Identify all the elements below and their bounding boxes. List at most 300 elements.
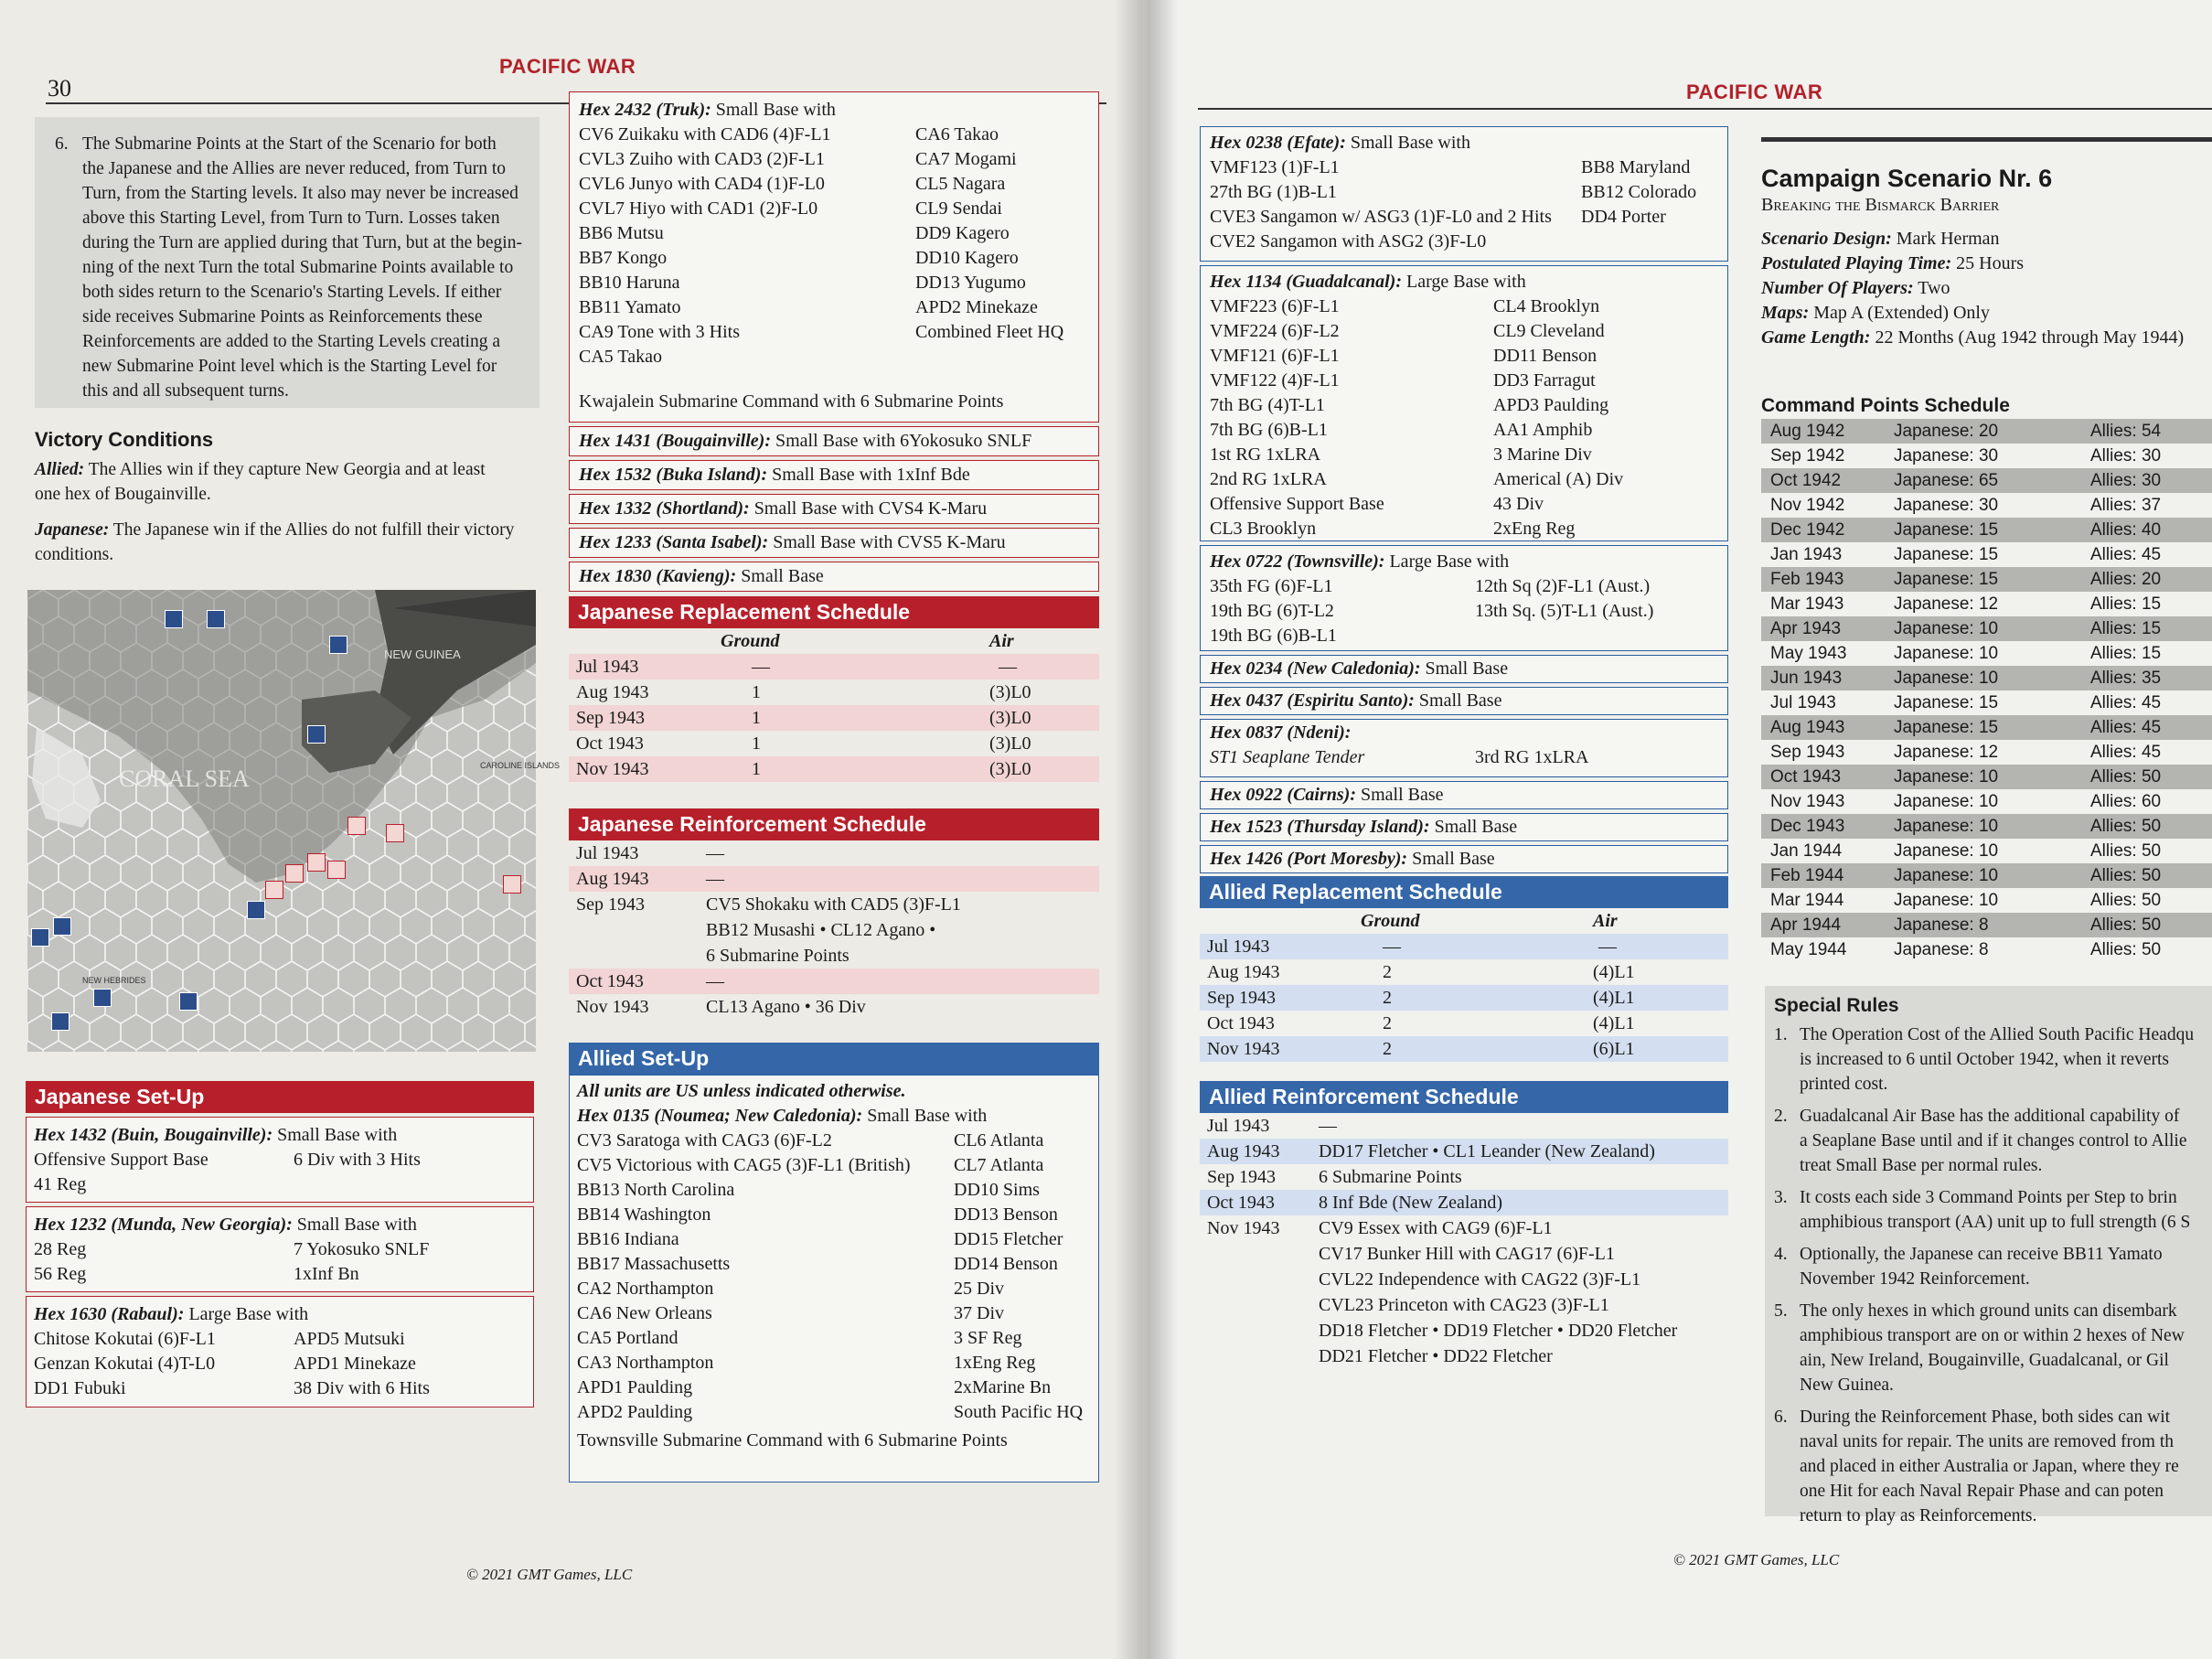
cp-cell: Japanese: 30 (1894, 496, 1999, 515)
schedule-row (1200, 1190, 1728, 1215)
rule-line: amphibious transport (AA) unit up to full strength (6 S (1800, 1213, 2191, 1232)
victory-allied (35, 457, 543, 507)
hex-label: Hex 0722 (Townsville): (1210, 551, 1385, 572)
allied-unit-marker (93, 989, 112, 1007)
cp-cell: Japanese: 10 (1894, 669, 1999, 688)
unit: AA1 Amphib (1493, 420, 1593, 440)
rule-line: During the Reinforcement Phase, both sides can wit (1800, 1407, 2171, 1427)
small-base-row (1200, 687, 1728, 715)
unit: South Pacific HQ (954, 1402, 1084, 1422)
unit: 41 Reg (34, 1174, 87, 1194)
unit: 7 Yokosuko SNLF (294, 1239, 430, 1259)
hex-desc: Small Base (1418, 690, 1502, 711)
unit: APD2 Minekaze (915, 297, 1038, 317)
allied-unit-marker (179, 992, 198, 1011)
cp-cell: Feb 1943 (1770, 570, 1844, 589)
unit: CVL6 Junyo with CAD4 (1)F-L0 (579, 174, 825, 194)
cp-cell: Japanese: 12 (1894, 594, 1999, 614)
unit: DD15 Fletcher (954, 1229, 1063, 1249)
rule-line: return to play as Reinforcements. (1800, 1506, 2037, 1525)
month: Nov 1943 (576, 997, 649, 1017)
schedule-row (569, 840, 1099, 866)
rule-line: both sides return to the Scenario's Starting Levels. If either (82, 283, 502, 302)
units: 6 Submarine Points (706, 946, 850, 966)
japanese-setup-title: Japanese Set-Up (26, 1081, 534, 1113)
month: Oct 1943 (1207, 1193, 1275, 1213)
cp-cell: Apr 1943 (1770, 619, 1842, 638)
unit: 19th BG (6)T-L2 (1210, 601, 1334, 621)
unit: Combined Fleet HQ (915, 322, 1064, 342)
cp-cell: Feb 1944 (1770, 866, 1844, 885)
cp-cell: Allies: 50 (2090, 915, 2162, 935)
unit: CL9 Cleveland (1493, 321, 1605, 341)
month: Oct 1943 (576, 971, 644, 991)
hex-desc: Small Base (1361, 785, 1444, 805)
air: (6)L1 (1593, 1039, 1635, 1059)
units: CVL22 Independence with CAG22 (3)F-L1 (1319, 1269, 1641, 1290)
hex-label: Hex 0922 (Cairns): (1210, 785, 1356, 805)
cp-cell: Japanese: 10 (1894, 619, 1999, 638)
special-rule-item (1774, 1242, 2212, 1291)
cp-cell: May 1944 (1770, 940, 1847, 959)
map-label: CAROLINE ISLANDS (480, 761, 561, 770)
schedule-row (569, 994, 1099, 1020)
rule-line: and placed in either Australia or Japan, where they re (1800, 1457, 2179, 1476)
small-base-row (1200, 655, 1728, 683)
meta-value: Map A (Extended) Only (1813, 303, 1990, 323)
unit: DD1 Fubuki (34, 1378, 126, 1398)
small-base-row (569, 426, 1099, 456)
hex-label: Hex 1630 (Rabaul): (34, 1304, 185, 1324)
rule-line: new Submarine Point level which is the Starting Level for (82, 357, 497, 376)
command-points-row (1761, 715, 2212, 740)
allied-reinforcement-title: Allied Reinforcement Schedule (1200, 1081, 1728, 1113)
command-points-row (1761, 690, 2212, 715)
allied-unit-marker (53, 917, 71, 936)
campaign-title: Campaign Scenario Nr. 6 (1761, 165, 2053, 192)
japanese-unit-marker (386, 824, 404, 842)
unit: CL7 Atlanta (954, 1155, 1044, 1175)
units: CVL23 Princeton with CAG23 (3)F-L1 (1319, 1295, 1609, 1315)
small-base-row (1200, 845, 1728, 873)
unit: CVL7 Hiyo with CAD1 (2)F-L0 (579, 198, 818, 219)
unit: CV3 Saratoga with CAG3 (6)F-L2 (577, 1130, 832, 1151)
hex-label: Hex 0135 (Noumea; New Caledonia): (577, 1106, 863, 1126)
allied-unit-marker (51, 1012, 69, 1031)
setup-block-buin (26, 1117, 534, 1203)
hex-desc: Small Base with (296, 1215, 417, 1235)
meta-label: Scenario Design: (1761, 229, 1892, 249)
guadalcanal-right-units (1493, 294, 1623, 541)
hex-desc: Small Base (1434, 817, 1518, 837)
month: Aug 1943 (1207, 1141, 1280, 1161)
air: (3)L0 (989, 759, 1031, 779)
cp-cell: Allies: 60 (2090, 792, 2162, 811)
small-base-row (1200, 813, 1728, 841)
cp-cell: Japanese: 8 (1894, 940, 1989, 959)
ground: 1 (752, 733, 761, 754)
cp-cell: Japanese: 10 (1894, 817, 1999, 836)
schedule-row (569, 680, 1099, 705)
special-rule-item (1774, 1022, 2212, 1097)
meta-label: Postulated Playing Time: (1761, 253, 1952, 273)
meta-value: Two (1918, 278, 1950, 298)
command-points-row (1761, 493, 2212, 518)
japanese-small-bases (569, 426, 1099, 592)
units: CV5 Shokaku with CAD5 (3)F-L1 (706, 894, 961, 915)
efate-right-units (1581, 155, 1696, 230)
schedule-row (1200, 985, 1728, 1011)
ground: — (1383, 937, 1401, 957)
victory-heading: Victory Conditions (35, 428, 214, 451)
rule-line: ain, New Ireland, Bougainville, Guadalcanal, or Gil (1800, 1351, 2169, 1370)
unit: 19th BG (6)B-L1 (1210, 626, 1337, 646)
hex-desc: Small Base with 6Yokosuko SNLF (775, 431, 1032, 451)
month: Sep 1943 (576, 708, 645, 728)
units: BB12 Musashi • CL12 Agano • (706, 920, 936, 940)
unit: ST1 Seaplane Tender (1210, 747, 1365, 767)
cp-cell: Allies: 45 (2090, 743, 2162, 762)
meta-value: Mark Herman (1896, 229, 2000, 249)
hex-label: Hex 1232 (Munda, New Georgia): (34, 1215, 293, 1235)
unit: 43 Div (1493, 494, 1544, 514)
hex-desc: Small Base with (867, 1106, 988, 1126)
rule-line: The only hexes in which ground units can disembark (1800, 1301, 2177, 1321)
noumea-block (569, 1075, 1099, 1482)
cp-cell: Jun 1943 (1770, 669, 1843, 688)
rule-line: The Operation Cost of the Allied South Pacific Headqu (1800, 1025, 2195, 1044)
cp-cell: Dec 1942 (1770, 520, 1845, 540)
hex-desc: Large Base with (1406, 272, 1526, 292)
campaign-header (1761, 165, 2212, 350)
air: — (999, 657, 1017, 677)
hex-label: Hex 0837 (Ndeni): (1210, 722, 1352, 743)
unit: 1xInf Bn (294, 1264, 359, 1284)
ndeni-block (1200, 719, 1728, 777)
units: DD21 Fletcher • DD22 Fletcher (1319, 1346, 1553, 1366)
special-rules-title: Special Rules (1774, 995, 1899, 1016)
allied-unit-marker (329, 636, 347, 654)
allied-unit-marker (165, 610, 183, 628)
cp-cell: Japanese: 10 (1894, 841, 1999, 861)
truk-footer: Kwajalein Submarine Command with 6 Submarine Points (579, 391, 1004, 412)
schedule-header (569, 628, 1099, 654)
rule-number: 5. (1774, 1301, 1788, 1321)
units: — (706, 843, 724, 863)
hex-label: Hex 1431 (Bougainville): (579, 431, 771, 451)
unit: APD1 Minekaze (294, 1354, 416, 1374)
small-base-row (569, 528, 1099, 558)
unit: 3 SF Reg (954, 1328, 1022, 1348)
schedule-row (569, 731, 1099, 756)
cp-cell: Allies: 50 (2090, 866, 2162, 885)
cp-cell: Allies: 40 (2090, 520, 2162, 540)
unit: DD13 Benson (954, 1204, 1058, 1225)
cp-cell: Japanese: 15 (1894, 545, 1999, 564)
rule-line: The Submarine Points at the Start of the Scenario for both (82, 134, 497, 154)
cp-cell: Nov 1943 (1770, 792, 1845, 811)
rule-line: the Japanese and the Allies are never reduced, from Turn to (82, 159, 506, 178)
cp-cell: Allies: 30 (2090, 446, 2162, 466)
unit: BB8 Maryland (1581, 157, 1691, 177)
hex-desc: Small Base with CVS5 K-Maru (773, 532, 1006, 552)
units: CV9 Essex with CAG9 (6)F-L1 (1319, 1218, 1553, 1238)
hex-desc: Small Base (741, 566, 824, 586)
allied-text: one hex of Bougainville. (35, 485, 211, 504)
unit: BB13 North Carolina (577, 1180, 735, 1200)
schedule-row (1200, 1139, 1728, 1164)
schedule-header (1200, 908, 1728, 934)
japanese-replacement-schedule (569, 596, 1099, 782)
cp-cell: Japanese: 12 (1894, 743, 1999, 762)
copyright-footer: © 2021 GMT Games, LLC (1673, 1551, 1840, 1568)
allied-label: Allied: (35, 460, 85, 479)
japanese-unit-marker (347, 817, 366, 835)
noumea-footer: Townsville Submarine Command with 6 Submarine Points (577, 1430, 1008, 1450)
hex-label: Hex 1432 (Buin, Bougainville): (34, 1125, 273, 1145)
month: Sep 1943 (576, 894, 645, 915)
cp-cell: Allies: 45 (2090, 693, 2162, 712)
allied-replacement-title: Allied Replacement Schedule (1200, 876, 1728, 908)
victory-japanese (35, 518, 543, 567)
month: Oct 1943 (1207, 1013, 1275, 1033)
schedule-row (1200, 1113, 1728, 1139)
unit: Americal (A) Div (1493, 469, 1624, 489)
command-points-row (1761, 616, 2212, 641)
rule-number: 3. (1774, 1188, 1788, 1207)
cp-cell: Japanese: 15 (1894, 520, 1999, 540)
campaign-rule (1761, 137, 2212, 142)
submarine-rule (49, 132, 525, 403)
submarine-rule-box (35, 117, 540, 408)
command-points-row (1761, 567, 2212, 592)
special-rules-box (1765, 986, 2212, 1525)
hex-label: Hex 2432 (Truk): (579, 100, 711, 120)
header-rule (1198, 108, 2212, 110)
air: (4)L1 (1593, 1013, 1635, 1033)
cp-cell: Japanese: 10 (1894, 792, 1999, 811)
command-points-row (1761, 789, 2212, 814)
unit: BB6 Mutsu (579, 223, 664, 243)
noumea-left-units (577, 1129, 911, 1425)
rule-line: Guadalcanal Air Base has the additional capability of (1800, 1107, 2180, 1126)
japanese-label: Japanese: (35, 520, 110, 540)
jp-replacement-title: Japanese Replacement Schedule (569, 596, 1099, 628)
rule-line: treat Small Base per normal rules. (1800, 1156, 2043, 1175)
command-points-row (1761, 740, 2212, 765)
cp-cell: Allies: 50 (2090, 841, 2162, 861)
air: — (1598, 937, 1617, 957)
command-points-row (1761, 863, 2212, 888)
special-rule-item (1774, 1405, 2212, 1528)
unit: 1xEng Reg (954, 1353, 1036, 1373)
cp-cell: Nov 1942 (1770, 496, 1845, 515)
japanese-unit-marker (503, 875, 521, 894)
unit: Chitose Kokutai (6)F-L1 (34, 1329, 216, 1349)
cp-cell: Allies: 54 (2090, 422, 2162, 441)
schedule-row (1200, 934, 1728, 959)
map-graphic (27, 590, 561, 1052)
truk-right-units (915, 123, 1063, 345)
unit: BB17 Massachusetts (577, 1254, 731, 1274)
unit: 28 Reg (34, 1239, 87, 1259)
cp-cell: Allies: 15 (2090, 644, 2162, 663)
hex-desc: Large Base with (1389, 551, 1510, 572)
col-ground: Ground (721, 631, 780, 651)
hex-label: Hex 0234 (New Caledonia): (1210, 658, 1421, 679)
unit: 7th BG (6)B-L1 (1210, 420, 1328, 440)
command-points-row (1761, 592, 2212, 616)
cp-cell: Jan 1944 (1770, 841, 1843, 861)
col-air: Air (1593, 911, 1618, 931)
cp-cell: May 1943 (1770, 644, 1847, 663)
unit: 2nd RG 1xLRA (1210, 469, 1327, 489)
rule-line: It costs each side 3 Command Points per Step to brin (1800, 1188, 2177, 1207)
unit: CA6 New Orleans (577, 1303, 712, 1323)
command-points-row (1761, 937, 2212, 962)
rule-line: side receives Submarine Points as Reinforcements these (82, 307, 483, 326)
rule-line: Turn, from the Starting levels. It also may never be increased (82, 184, 518, 203)
unit: CA6 Takao (915, 124, 999, 144)
hex-desc: Large Base with (188, 1304, 309, 1324)
unit: VMF122 (4)F-L1 (1210, 370, 1340, 391)
unit: DD4 Porter (1581, 207, 1666, 227)
cp-cell: Allies: 15 (2090, 619, 2162, 638)
allied-unit-marker (207, 610, 225, 628)
cp-cell: Aug 1943 (1770, 718, 1845, 737)
unit: CL3 Brooklyn (1210, 519, 1317, 539)
cp-cell: Allies: 50 (2090, 767, 2162, 787)
cp-cell: Japanese: 15 (1894, 693, 1999, 712)
unit: Offensive Support Base (34, 1150, 208, 1170)
unit: 3 Marine Div (1493, 444, 1592, 465)
month: Nov 1943 (1207, 1218, 1280, 1238)
command-points-row (1761, 888, 2212, 913)
command-points-row (1761, 913, 2212, 937)
cp-cell: Aug 1942 (1770, 422, 1845, 441)
unit: CL6 Atlanta (954, 1130, 1044, 1151)
hex-label: Hex 1830 (Kavieng): (579, 566, 737, 586)
unit: BB7 Kongo (579, 248, 668, 268)
unit: 3rd RG 1xLRA (1475, 747, 1589, 767)
unit: 38 Div with 6 Hits (294, 1378, 430, 1398)
rule-line: a Seaplane Base until and if it changes control to Allie (1800, 1131, 2187, 1151)
month: Sep 1943 (1207, 988, 1276, 1008)
unit: APD3 Paulding (1493, 395, 1609, 415)
rule-number: 6. (55, 134, 69, 154)
right-page (1143, 0, 2212, 1659)
cp-cell: Allies: 15 (2090, 594, 2162, 614)
copyright-footer: © 2021 GMT Games, LLC (466, 1566, 633, 1583)
col-ground: Ground (1361, 911, 1420, 931)
rule-line: one Hit for each Naval Repair Phase and can poten (1800, 1482, 2164, 1501)
unit: 6 Div with 3 Hits (294, 1150, 421, 1170)
command-points-row (1761, 444, 2212, 468)
cp-cell: Sep 1943 (1770, 743, 1845, 762)
unit: CL9 Sendai (915, 198, 1002, 219)
hex-label: Hex 0238 (Efate): (1210, 133, 1346, 153)
unit: CVL3 Zuiho with CAD3 (2)F-L1 (579, 149, 825, 169)
ground: — (752, 657, 770, 677)
unit: DD10 Kagero (915, 248, 1019, 268)
hex-label: Hex 1134 (Guadalcanal): (1210, 272, 1402, 292)
command-points-row (1761, 542, 2212, 567)
unit: 56 Reg (34, 1264, 87, 1284)
unit: CA5 Portland (577, 1328, 679, 1348)
command-points-row (1761, 419, 2212, 444)
unit: CVE3 Sangamon w/ ASG3 (1)F-L0 and 2 Hits (1210, 207, 1552, 227)
unit: CL4 Brooklyn (1493, 296, 1600, 316)
unit: 35th FG (6)F-L1 (1210, 576, 1333, 596)
townsville-block (1200, 545, 1728, 651)
allied-unit-marker (307, 725, 326, 744)
hex-desc: Small Base with (277, 1125, 398, 1145)
rule-line: Optionally, the Japanese can receive BB11 Yamato (1800, 1245, 2163, 1264)
allied-replacement-schedule (1200, 876, 1728, 1062)
noumea-right-units (954, 1129, 1083, 1425)
rule-line: New Guinea. (1800, 1375, 1894, 1395)
unit: 27th BG (1)B-L1 (1210, 182, 1337, 202)
unit: 12th Sq (2)F-L1 (Aust.) (1475, 576, 1651, 596)
cp-cell: Oct 1943 (1770, 767, 1842, 787)
page-header-title: PACIFIC WAR (499, 55, 636, 78)
small-base-row (569, 494, 1099, 524)
hex-desc: Small Base with 1xInf Bde (772, 465, 970, 485)
cp-cell: Japanese: 30 (1894, 446, 1999, 466)
cp-cell: Sep 1942 (1770, 446, 1845, 466)
ground: 2 (1383, 962, 1392, 982)
air: (4)L1 (1593, 988, 1635, 1008)
page-number: 30 (48, 75, 71, 102)
schedule-row (569, 969, 1099, 994)
unit: CA5 Takao (579, 347, 662, 367)
month: Nov 1943 (1207, 1039, 1280, 1059)
cp-cell: Japanese: 10 (1894, 644, 1999, 663)
unit: CV6 Zuikaku with CAD6 (4)F-L1 (579, 124, 831, 144)
special-rule-item (1774, 1185, 2212, 1235)
meta-value: 22 Months (Aug 1942 through May 1944) (1875, 327, 2185, 348)
unit: 25 Div (954, 1279, 1004, 1299)
month: Jul 1943 (1207, 1116, 1270, 1136)
cp-cell: Allies: 50 (2090, 891, 2162, 910)
unit: DD14 Benson (954, 1254, 1058, 1274)
campaign-subtitle: Breaking the Bismarck Barrier (1761, 195, 2000, 215)
rule-line: Reinforcements are added to the Starting Levels creating a (82, 332, 500, 351)
rule-line: printed cost. (1800, 1075, 1888, 1094)
units: 6 Submarine Points (1319, 1167, 1462, 1187)
hex-label: Hex 1532 (Buka Island): (579, 465, 768, 485)
meta-label: Maps: (1761, 303, 1810, 323)
command-points-row (1761, 765, 2212, 789)
special-rules-list (1774, 1022, 2212, 1528)
unit: CA3 Northampton (577, 1353, 714, 1373)
cp-cell: Japanese: 65 (1894, 471, 1999, 490)
command-points-row (1761, 814, 2212, 839)
unit: 2xMarine Bn (954, 1377, 1052, 1397)
rule-number: 1. (1774, 1025, 1788, 1044)
air: (3)L0 (989, 733, 1031, 754)
cp-cell: Allies: 45 (2090, 718, 2162, 737)
units: 8 Inf Bde (New Zealand) (1319, 1193, 1503, 1213)
cp-cell: Allies: 30 (2090, 471, 2162, 490)
cp-cell: Jul 1943 (1770, 693, 1836, 712)
unit: CVE2 Sangamon with ASG2 (3)F-L0 (1210, 231, 1487, 252)
meta-label: Game Length: (1761, 327, 1871, 348)
unit: CA7 Mogami (915, 149, 1017, 169)
japanese-unit-marker (307, 853, 326, 872)
schedule-row (1200, 1011, 1728, 1036)
cp-cell: Oct 1942 (1770, 471, 1842, 490)
